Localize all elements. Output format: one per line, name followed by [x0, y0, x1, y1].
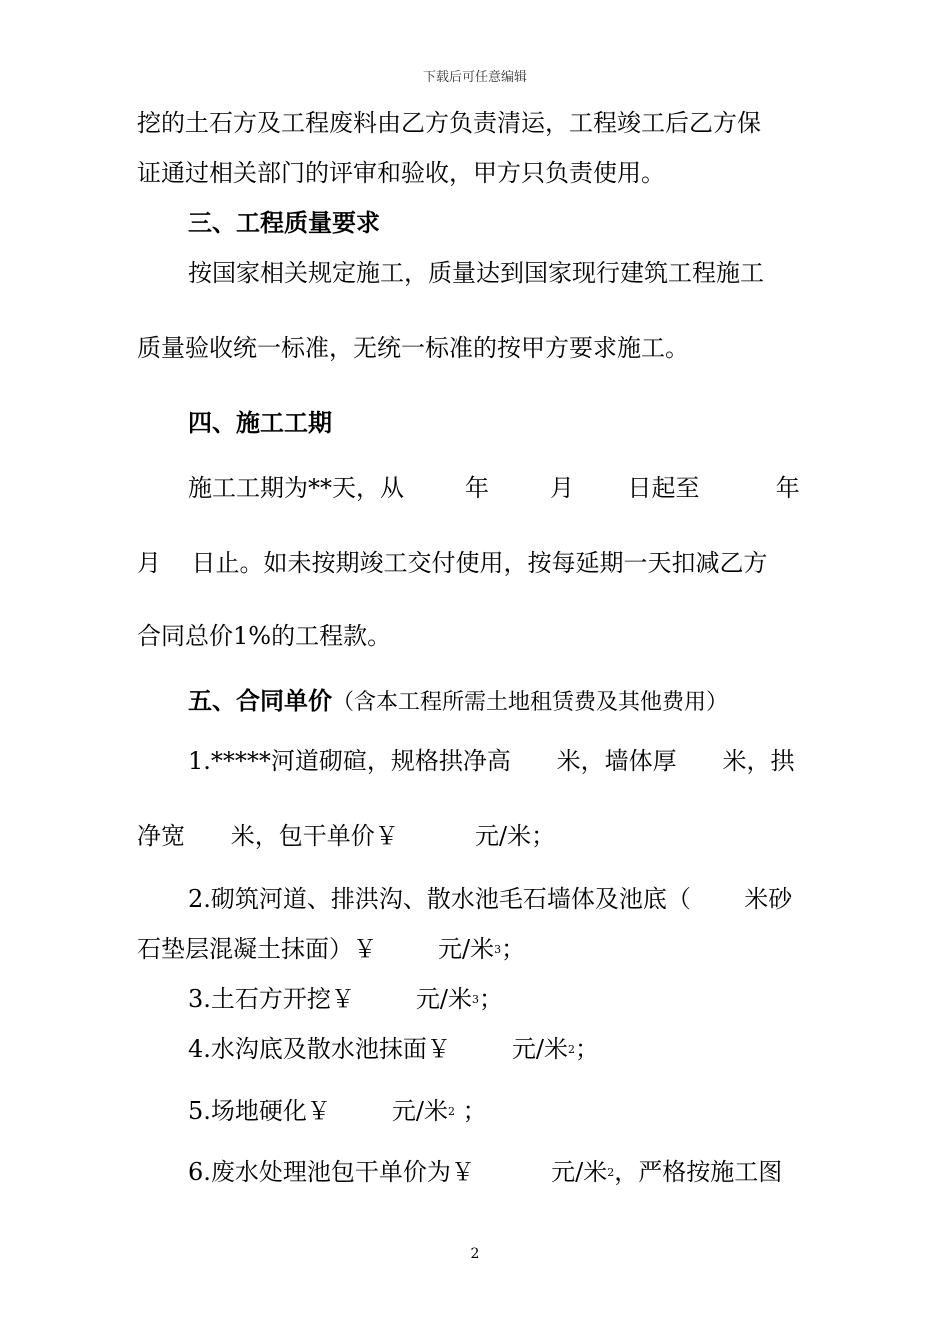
paragraph-line: 挖的土石方及工程废料由乙方负责清运，工程竣工后乙方保 [137, 109, 761, 137]
paragraph-line: 施工工期为**天，从 年 月 日起至 年 [188, 474, 800, 502]
unit-superscript: 3 [472, 993, 480, 1006]
unit-superscript: 2 [448, 1105, 456, 1118]
paragraph-line: 净宽 米，包干单价￥ 元/米； [137, 822, 556, 850]
unit-superscript: 2 [568, 1043, 576, 1056]
section-heading: 三、工程质量要求 [188, 208, 380, 237]
section-heading: 四、施工工期 [188, 408, 332, 437]
paragraph-line: 质量验收统一标准，无统一标准的按甲方要求施工。 [137, 334, 689, 362]
list-item [188, 1157, 782, 1192]
paragraph-line: 证通过相关部门的评审和验收，甲方只负责使用。 [137, 159, 665, 187]
list-item [188, 1034, 599, 1069]
list-item [188, 1096, 487, 1131]
paragraph-line: 合同总价1%的工程款。 [137, 622, 392, 650]
line-suffix: ，严格按施工图 [614, 1158, 783, 1186]
section-note: （含本工程所需土地租赁费及其他费用） [332, 690, 729, 715]
line-text: 4.水沟底及散水池抹面￥ 元/米 [188, 1035, 569, 1063]
section-heading-row [188, 686, 728, 718]
paragraph-line [137, 934, 525, 969]
paragraph-line: 按国家相关规定施工，质量达到国家现行建筑工程施工 [188, 259, 764, 287]
list-item: 1.*****河道砌碹，规格拱净高 米，墙体厚 米，拱 [188, 747, 795, 775]
line-suffix: ； [455, 1097, 487, 1125]
section-heading: 五、合同单价 [188, 686, 332, 715]
unit-superscript: 3 [494, 943, 502, 956]
line-suffix: ； [575, 1035, 600, 1063]
line-text: 3.土石方开挖￥ 元/米 [188, 985, 473, 1013]
line-text: 5.场地硬化￥ 元/米 [188, 1097, 449, 1125]
paragraph-line: 月 日止。如未按期竣工交付使用，按每延期一天扣减乙方 [137, 549, 768, 577]
line-text: 石垫层混凝土抹面）￥ 元/米 [137, 935, 495, 963]
page-number: 2 [470, 1246, 480, 1262]
line-suffix: ； [479, 985, 504, 1013]
page-header: 下载后可任意编辑 [422, 70, 527, 85]
line-suffix: ； [501, 935, 526, 963]
unit-superscript: 2 [607, 1166, 615, 1179]
list-item: 2.砌筑河道、排洪沟、散水池毛石墙体及池底（ 米砂 [188, 885, 793, 913]
list-item [188, 984, 503, 1019]
line-text: 6.废水处理池包干单价为￥ 元/米 [188, 1158, 608, 1186]
